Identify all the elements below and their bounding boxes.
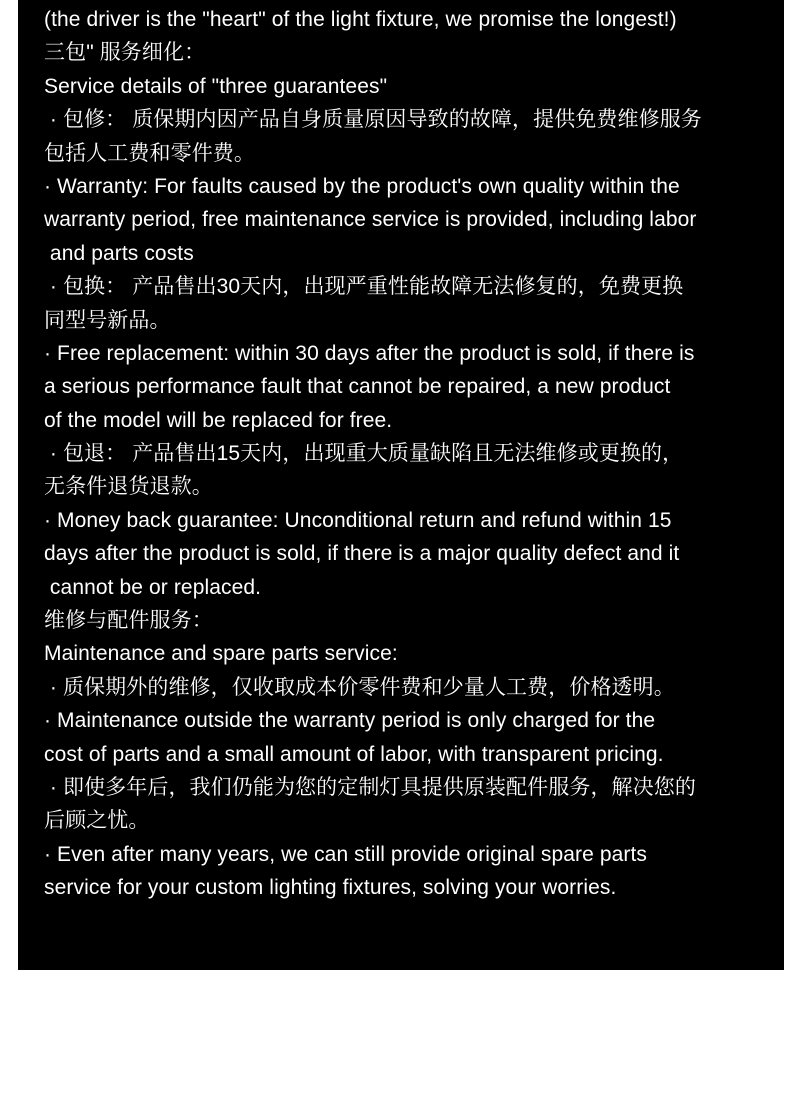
maintenance-item-en-line-2: cost of parts and a small amount of labor, with transparent pricing.	[44, 742, 664, 766]
warranty-item-en-line-3: and parts costs	[44, 241, 194, 265]
spare-parts-item-zh-line-2: 后顾之忧。	[44, 809, 150, 833]
three-guarantees-heading-en: Service details of "three guarantees"	[44, 74, 388, 98]
replacement-item-en-line-1: · Free replacement: within 30 days after the product is sold, if there is	[44, 341, 695, 365]
service-details-text-panel	[18, 0, 784, 970]
maintenance-heading-en: Maintenance and spare parts service:	[44, 642, 398, 666]
warranty-item-zh-line-1: · 包修： 质保期内因产品自身质量原因导致的故障，提供免费维修服务	[44, 108, 702, 132]
warranty-item-zh-line-2: 包括人工费和零件费。	[44, 141, 255, 165]
refund-item-zh-line-2: 无条件退货退款。	[44, 475, 213, 499]
refund-item-en-line-1: · Money back guarantee: Unconditional return and refund within 15	[44, 508, 672, 532]
maintenance-item-en-line-1: · Maintenance outside the warranty period is only charged for the	[44, 709, 656, 733]
replacement-item-zh-line-2: 同型号新品。	[44, 308, 171, 332]
refund-item-en-line-2: days after the product is sold, if there is a major quality defect and it	[44, 542, 680, 566]
maintenance-heading-zh: 维修与配件服务：	[44, 609, 213, 633]
maintenance-item-zh: · 质保期外的维修，仅收取成本价零件费和少量人工费，价格透明。	[44, 675, 675, 699]
warranty-item-en-line-1: · Warranty: For faults caused by the product's own quality within the	[44, 174, 680, 198]
spare-parts-item-zh-line-1: · 即使多年后，我们仍能为您的定制灯具提供原装配件服务，解决您的	[44, 775, 696, 799]
warranty-item-en-line-2: warranty period, free maintenance service is provided, including labor	[44, 208, 697, 232]
three-guarantees-heading-zh: 三包" 服务细化：	[44, 41, 206, 65]
driver-promise-line: (the driver is the "heart" of the light fixture, we promise the longest!)	[44, 8, 677, 31]
refund-item-zh-line-1: · 包退： 产品售出15天内，出现重大质量缺陷且无法维修或更换的，	[44, 442, 684, 466]
replacement-item-zh-line-1: · 包换： 产品售出30天内，出现严重性能故障无法修复的，免费更换	[44, 275, 684, 299]
refund-item-en-line-3: cannot be or replaced.	[44, 575, 262, 599]
spare-parts-item-en-line-1: · Even after many years, we can still provide original spare parts	[44, 842, 648, 866]
replacement-item-en-line-3: of the model will be replaced for free.	[44, 408, 393, 432]
replacement-item-en-line-2: a serious performance fault that cannot be repaired, a new product	[44, 375, 671, 399]
spare-parts-item-en-line-2: service for your custom lighting fixtures, solving your worries.	[44, 876, 617, 900]
